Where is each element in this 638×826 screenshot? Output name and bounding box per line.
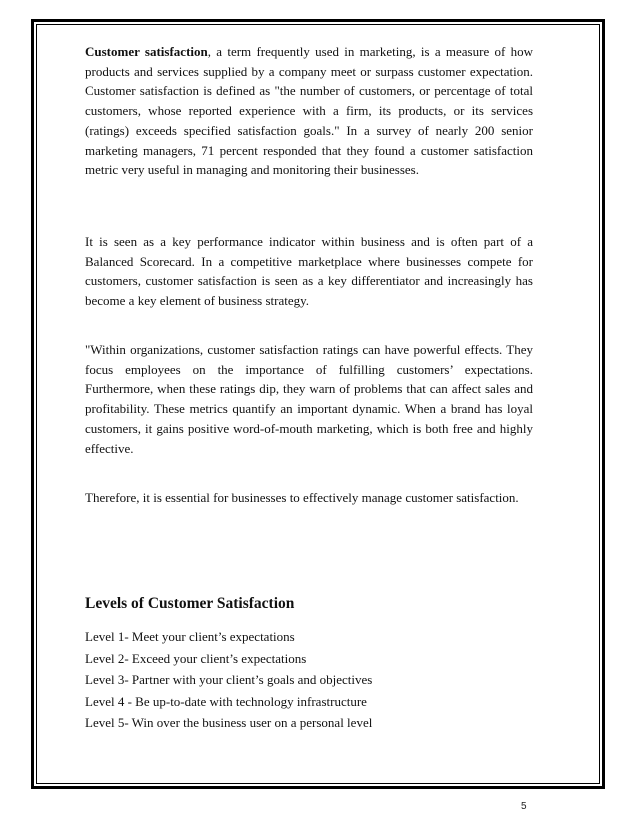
level-item-1: Level 1- Meet your client’s expectations [85, 629, 295, 644]
paragraph-1-text: , a term frequently used in marketing, is a measure of how products and services supplied by a company meet or surpass customer expectation. Customer satisfaction is defined as "the number of customers, or percentage of total customers, whose reported experience with a firm, its products, or its services (ratings) exceeds specified satisfaction goals." In a survey of nearly 200 senior marketing managers, 71 percent responded that they found a customer satisfaction metric very useful in managing and monitoring their businesses. [85, 44, 533, 178]
level-item-4: Level 4 - Be up-to-date with technology infrastructure [85, 693, 367, 709]
paragraph-kpi: It is seen as a key performance indicator within business and is often part of a Balanced Scorecard. In a competitive marketplace where businesses compete for customers, customer satisfaction is seen as a key differentiator and increasingly has become a key element of business strategy. [85, 234, 533, 309]
level-item-3: Level 3- Partner with your client’s goals and objectives [85, 672, 373, 687]
paragraph-customer-satisfaction-definition [85, 42, 533, 180]
paragraph-therefore: Therefore, it is essential for businesses to effectively manage customer satisfaction. [85, 490, 519, 505]
page-number: 5 [521, 801, 527, 812]
paragraph-within-organizations: "Within organizations, customer satisfaction ratings can have powerful effects. They focus employees on the importance of fulfilling customers’ expectations. Furthermore, when these ratings dip, they warn of problems that can affect sales and profitability. These metrics quantify an important dynamic. When a brand has loyal customers, it gains positive word-of-mouth marketing, which is both free and highly effective. [85, 342, 533, 456]
levels-list [85, 626, 372, 734]
level-item-5: Level 5- Win over the business user on a personal level [85, 715, 373, 730]
level-item-2: Level 2- Exceed your client’s expectations [85, 650, 307, 666]
levels-heading: Levels of Customer Satisfaction [85, 595, 295, 612]
term-customer-satisfaction: Customer satisfaction [85, 44, 208, 59]
